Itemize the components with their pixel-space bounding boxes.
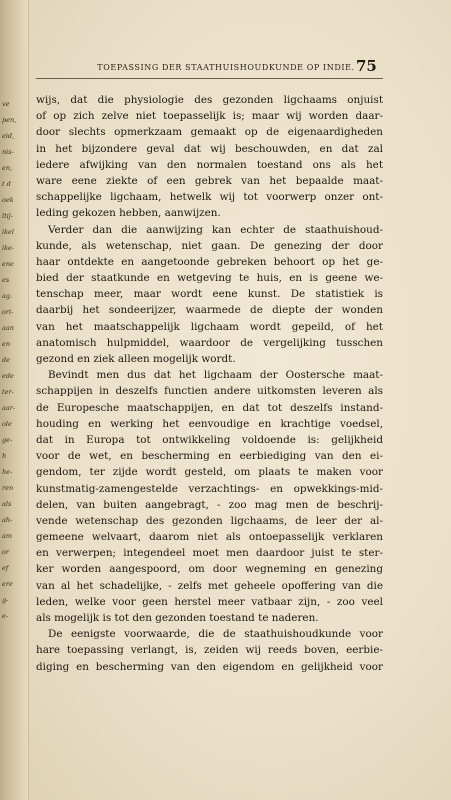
margin-fragment: ikel (2, 228, 14, 236)
text-line: kunstmatig-zamengestelde verzachtings- en opwekkings-mid- (36, 482, 383, 495)
text-line: delen, van buiten aangebragt, - zoo mag men de beschrij- (36, 498, 383, 511)
page-number: 75 (356, 57, 377, 75)
text-line: ker worden aangespoord, om door wegneming en genezing (36, 563, 383, 576)
text-line: bied der staatkunde en wetgeving te huis, en is geene we- (36, 272, 383, 285)
text-line: Bevindt men dus dat het ligchaam der Oostersche maat- (48, 369, 383, 382)
margin-fragment: ori- (2, 308, 14, 316)
margin-fragment: als (2, 500, 12, 508)
margin-fragment: ren (2, 484, 14, 492)
text-line: diging en bescherming van den eigendom en gelijkheid voor (36, 660, 383, 673)
running-head: TOEPASSING DER STAATHUISHOUDKUNDE OP INDIE. (97, 63, 355, 72)
text-line: tenschap meer, maar wordt eene kunst. De statistiek is (36, 288, 383, 301)
text-line: haar ontdekte en aangetoonde gebreken behoort op het ge- (36, 255, 383, 268)
text-line: vende wetenschap des gezonden ligchaams, de leer der al- (36, 514, 383, 527)
margin-fragment: ltij- (2, 212, 13, 220)
margin-fragment: am (2, 532, 13, 540)
text-line: daarbij het sondeerijzer, waarmede de diepte der wonden (36, 304, 383, 317)
text-line: anatomisch hulpmiddel, waardoor de vergelijking tusschen (36, 336, 383, 349)
text-line: door slechts opmerkzaam gemaakt op de eigenaardigheden (36, 126, 383, 139)
previous-page-margin (0, 0, 29, 800)
margin-fragment: ve (2, 100, 10, 108)
margin-fragment: ah- (2, 516, 13, 524)
text-line: kunde, als wetenschap, niet gaan. De genezing der door (36, 239, 383, 252)
margin-fragment: ef (2, 564, 9, 572)
text-line: schappelijke ligchaam, hetwelk wij tot voorwerp onzer ont- (36, 191, 383, 204)
text-line: Verder dan die aanwijzing kan echter de staathuishoud- (48, 223, 383, 236)
margin-fragment: t d (2, 180, 11, 188)
text-line: hare toepassing verlangt, is, zeiden wij reeds boven, eerbie- (36, 644, 383, 657)
text-line: in het bijzondere geval dat wij beschouwden, en dat zal (36, 142, 383, 155)
margin-fragment: e- (2, 612, 9, 620)
margin-fragment: aan (2, 324, 14, 332)
margin-fragment: g- (2, 596, 9, 604)
margin-fragment: or (2, 548, 10, 556)
margin-fragment: oek (2, 196, 14, 204)
text-line: van het maatschappelijk ligchaam wordt gepeild, of het (36, 320, 383, 333)
margin-fragment: pen, (2, 116, 17, 124)
margin-fragment: h (2, 452, 7, 460)
margin-fragment: en, (2, 164, 13, 172)
margin-fragment: ene (2, 260, 14, 268)
text-line: schappijen in deszelfs functien andere uitkomsten leveren als (36, 385, 383, 398)
margin-fragment: he- (2, 468, 13, 476)
margin-fragment: ag. (2, 292, 13, 300)
margin-fragment: de (2, 356, 11, 364)
text-line: de Europesche maatschappijen, en dat tot deszelfs instand- (36, 401, 383, 414)
margin-fragment: aar- (2, 404, 16, 412)
margin-fragment: eid, (2, 132, 15, 140)
margin-fragment: ede (2, 372, 14, 380)
text-line: De eenigste voorwaarde, die de staathuishoudkunde voor (48, 628, 383, 641)
text-line: houding en werking het eenvoudige en krachtige voedsel, (36, 417, 383, 430)
text-line: gemeene welvaart, daarom niet als ontoepasselijk verklaren (36, 531, 383, 544)
text-line: iedere afwijking van den normalen toestand ons als het (36, 158, 383, 171)
margin-fragment: ole (2, 420, 12, 428)
margin-fragment: nis- (2, 148, 14, 156)
margin-fragment: ter- (2, 388, 14, 396)
header-rule (36, 78, 383, 79)
margin-fragment: ere (2, 580, 13, 588)
text-line: ware eene ziekte of een gebrek van het bepaalde maat- (36, 174, 383, 187)
text-line: wijs, dat die physiologie des gezonden ligchaams onjuist (36, 94, 383, 106)
text-line: en verwerpen; integendeel moet men daardoor juist te ster- (36, 547, 383, 560)
margin-fragment: en (2, 340, 11, 348)
text-line: gezond en ziek alleen mogelijk wordt. (36, 353, 236, 365)
text-line: als mogelijk is tot den gezonden toestand te naderen. (36, 612, 319, 624)
text-line: gendom, ter zijde wordt gesteld, om plaats te maken voor (36, 466, 383, 479)
text-line: van al het schadelijke, - zelfs met geheele opoffering van die (36, 579, 383, 592)
text-line: voor de wet, en bescherming en eerbiediging van den ei- (36, 450, 383, 463)
body-text (36, 92, 383, 675)
margin-fragment: es (2, 276, 10, 284)
margin-fragment: ge- (2, 436, 13, 444)
text-line: leding gekozen hebben, aanwijzen. (36, 207, 221, 220)
text-line: of op zich zelve niet toepasselijk is; maar wij worden daar- (36, 110, 383, 123)
margin-fragment: ike- (2, 244, 15, 252)
text-line: dat in Europa tot ontwikkeling voldoende is: gelijkheid (36, 433, 383, 446)
text-line: leden, welke voor geen herstel meer vatbaar zijn, - zoo veel (36, 595, 383, 608)
